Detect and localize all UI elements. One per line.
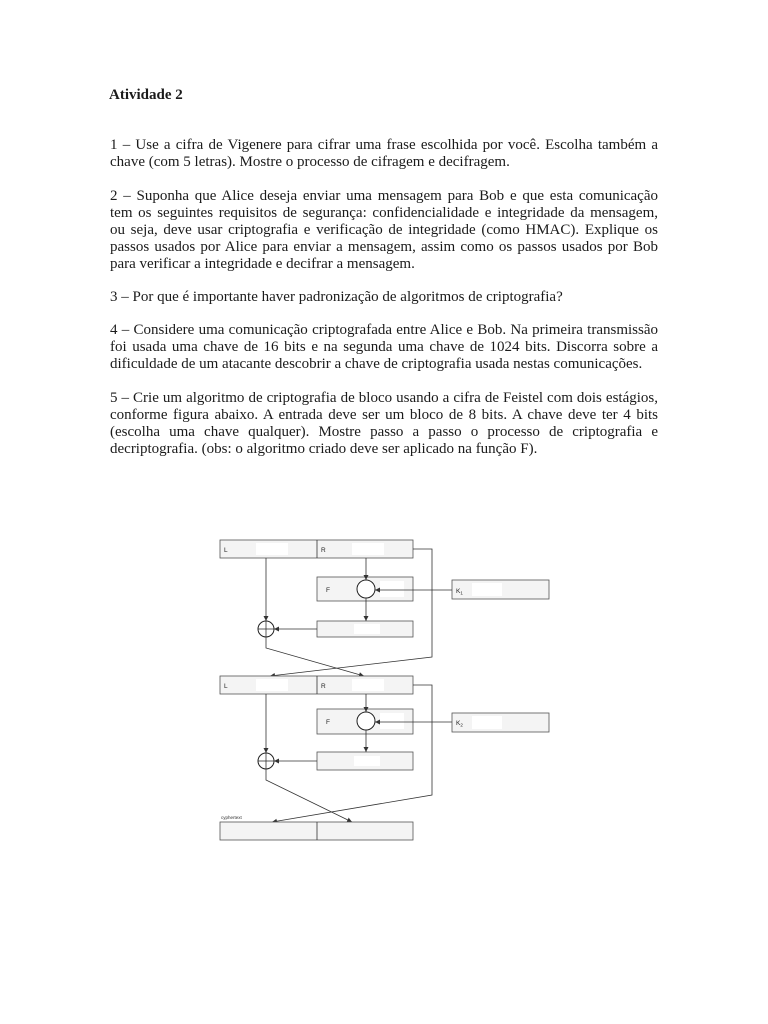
label-patch xyxy=(472,583,502,596)
question-2-line-4: passos usados por Alice para enviar a mensagem, assim como os passos usados por Bob xyxy=(110,239,658,255)
question-2-line-5: para verificar a integridade e decifrar a mensagem. xyxy=(110,256,415,272)
key-2-letter: K xyxy=(456,720,461,727)
question-4 xyxy=(110,322,658,373)
input-block xyxy=(220,540,413,558)
middle-block-frame xyxy=(220,676,413,694)
label-patch xyxy=(354,624,380,634)
output-block xyxy=(220,815,413,840)
label-patch xyxy=(472,716,502,729)
page-title: Atividade 2 xyxy=(109,87,183,103)
question-2-line-1: 2 – Suponha que Alice deseja enviar uma mensagem para Bob e que esta comunicação xyxy=(110,188,658,204)
feistel-diagram xyxy=(200,530,570,850)
question-4-line-3: dificuldade de um atacante descobrir a chave de criptografia usada nestas comunicações. xyxy=(110,356,643,372)
key-2-block xyxy=(452,713,549,732)
label-patch xyxy=(256,679,288,691)
label-patch xyxy=(256,543,288,555)
question-5-line-2: conforme figura abaixo. A entrada deve ser um bloco de 8 bits. A chave deve ter 4 bits xyxy=(110,407,658,423)
question-5-line-1: 5 – Crie um algoritmo de criptografia de bloco usando a cifra de Feistel com dois estágios, xyxy=(110,390,658,406)
left-half-label: L xyxy=(224,547,228,554)
arrow-xor2-to-output-right xyxy=(266,769,352,822)
question-4-line-2: foi usada uma chave de 16 bits e na segunda uma chave de 1024 bits. Discorra sobre a xyxy=(110,339,658,355)
key-2-index: 2 xyxy=(460,722,463,728)
label-patch xyxy=(380,713,404,729)
question-2 xyxy=(110,188,658,273)
function-label: F xyxy=(326,587,330,594)
function-label: F xyxy=(326,719,330,726)
stage-2 xyxy=(220,676,549,822)
input-block-frame xyxy=(220,540,413,558)
arrow-r1-to-l2 xyxy=(270,549,432,676)
left-half-label: L xyxy=(224,683,228,690)
xor-2-icon xyxy=(258,753,274,769)
question-1-line-2: chave (com 5 letras). Mostre o processo de cifragem e decifragem. xyxy=(110,154,510,170)
output-block-frame xyxy=(220,822,413,840)
question-4-line-1: 4 – Considere uma comunicação criptografada entre Alice e Bob. Na primeira transmissão xyxy=(110,322,658,338)
key-1-letter: K xyxy=(456,588,461,595)
xor-1-icon xyxy=(258,621,274,637)
function-node-1 xyxy=(357,580,375,598)
stage-1 xyxy=(220,540,549,676)
question-2-line-3: ou seja, deve usar criptografia e verificação de integridade (como HMAC). Explique os xyxy=(110,222,658,238)
key-1-block xyxy=(452,580,549,599)
question-5 xyxy=(110,390,658,458)
middle-block xyxy=(220,676,413,694)
label-patch xyxy=(354,756,380,766)
ciphertext-label: cyphertext xyxy=(221,815,242,820)
question-2-line-2: tem os seguintes requisitos de segurança: confidencialidade e integridade da mensagem, xyxy=(110,205,658,221)
question-3-line-1: 3 – Por que é importante haver padronização de algoritmos de criptografia? xyxy=(110,289,563,305)
question-1-line-1: 1 – Use a cifra de Vigenere para cifrar uma frase escolhida por você. Escolha também a xyxy=(110,137,658,153)
round-function-1 xyxy=(317,577,413,601)
label-patch xyxy=(352,543,384,555)
question-5-line-3: (escolha uma chave qualquer). Mostre passo a passo o processo de criptografia e xyxy=(110,424,658,440)
question-5-line-4: decriptografia. (obs: o algoritmo criado deve ser aplicado na função F). xyxy=(110,441,538,457)
round-function-2 xyxy=(317,709,413,734)
arrow-xor1-to-r2 xyxy=(266,637,364,676)
right-half-label: R xyxy=(321,547,326,554)
function-node-2 xyxy=(357,712,375,730)
key-1-index: 1 xyxy=(460,590,463,596)
label-patch xyxy=(352,679,384,691)
right-half-label: R xyxy=(321,683,326,690)
question-3 xyxy=(110,289,658,306)
label-patch xyxy=(380,581,404,597)
question-1 xyxy=(110,137,658,171)
